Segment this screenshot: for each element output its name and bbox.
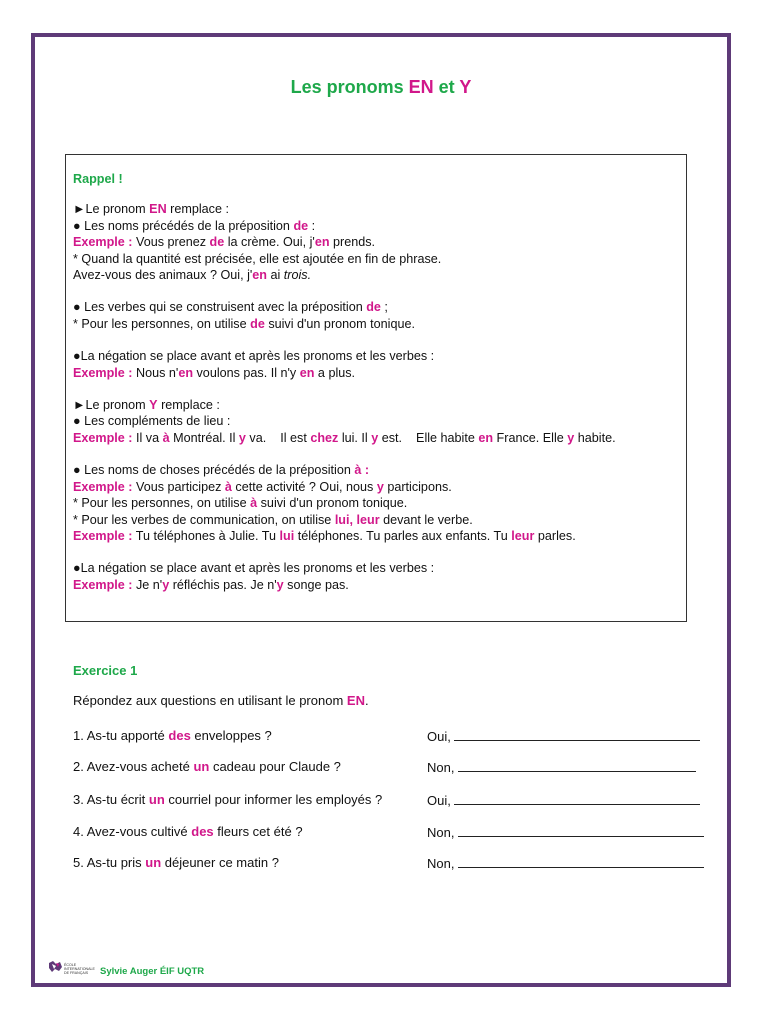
example-2: Exemple : Nous n'en voulons pas. Il n'y en a plus. xyxy=(73,365,356,380)
answer-1: Oui, xyxy=(427,728,700,744)
animaux-line: Avez-vous des animaux ? Oui, j'en ai trois. xyxy=(73,268,312,283)
worksheet-page xyxy=(31,33,731,987)
answer-5: Non, xyxy=(427,855,704,871)
answer-4-blank[interactable] xyxy=(458,824,704,837)
example-5: Exemple : Tu téléphones à Julie. Tu lui téléphones. Tu parles aux enfants. Tu leur parles. xyxy=(73,528,576,543)
exercise-instruction: Répondez aux questions en utilisant le pronom EN. xyxy=(73,693,369,708)
question-1: 1. As-tu apporté des enveloppes ? xyxy=(73,728,272,743)
answer-5-blank[interactable] xyxy=(458,855,704,868)
question-3: 3. As-tu écrit un courriel pour informer les employés ? xyxy=(73,792,383,807)
footer-author: Sylvie Auger ÉIF UQTR xyxy=(100,966,205,977)
negation-en: ●La négation se place avant et après les pronoms et les verbes : xyxy=(73,349,435,364)
en-intro: ►Le pronom EN remplace : xyxy=(73,202,229,217)
choses-line: ● Les noms de choses précédés de la préposition à : xyxy=(73,463,370,478)
example-1: Exemple : Vous prenez de la crème. Oui, j'en prends. xyxy=(73,235,376,250)
rappel-heading: Rappel ! xyxy=(73,172,123,186)
svg-text:ÉCOLE: ÉCOLE xyxy=(64,963,77,967)
answer-3: Oui, xyxy=(427,792,700,808)
example-6: Exemple : Je n'y réfléchis pas. Je n'y songe pas. xyxy=(73,577,349,592)
answer-2-blank[interactable] xyxy=(458,759,696,772)
example-4: Exemple : Vous participez à cette activité ? Oui, nous y participons. xyxy=(73,479,452,494)
svg-text:DE FRANÇAIS: DE FRANÇAIS xyxy=(64,971,89,975)
personnes-de-line: * Pour les personnes, on utilise de suivi d'un pronom tonique. xyxy=(73,316,415,331)
en-noms: ● Les noms précédés de la préposition de : xyxy=(73,218,316,233)
personnes-a-line: * Pour les personnes, on utilise à suivi d'un pronom tonique. xyxy=(73,496,408,511)
lieu-line: ● Les compléments de lieu : xyxy=(73,414,231,429)
page-title: Les pronoms EN et Y xyxy=(290,77,472,97)
school-logo-icon xyxy=(47,959,95,979)
example-3: Exemple : Il va à Montréal. Il y va. Il est chez lui. Il y est. Elle habite en France. Elle y habite. xyxy=(73,430,616,445)
answer-1-blank[interactable] xyxy=(454,728,700,741)
y-intro: ►Le pronom Y remplace : xyxy=(73,398,220,413)
verbes-line: ● Les verbes qui se construisent avec la préposition de ; xyxy=(73,300,388,315)
answer-4: Non, xyxy=(427,824,704,840)
rappel-box xyxy=(65,154,687,622)
svg-text:INTERNATIONALE: INTERNATIONALE xyxy=(64,967,95,971)
exercise-title: Exercice 1 xyxy=(73,663,138,678)
question-2: 2. Avez-vous acheté un cadeau pour Claude ? xyxy=(73,759,341,774)
quantity-note: * Quand la quantité est précisée, elle est ajoutée en fin de phrase. xyxy=(73,251,442,266)
question-5: 5. As-tu pris un déjeuner ce matin ? xyxy=(73,855,279,870)
communication-line: * Pour les verbes de communication, on utilise lui, leur devant le verbe. xyxy=(73,512,473,527)
negation-y: ●La négation se place avant et après les pronoms et les verbes : xyxy=(73,561,435,576)
question-4: 4. Avez-vous cultivé des fleurs cet été ? xyxy=(73,824,303,839)
answer-2: Non, xyxy=(427,759,696,775)
answer-3-blank[interactable] xyxy=(454,792,700,805)
